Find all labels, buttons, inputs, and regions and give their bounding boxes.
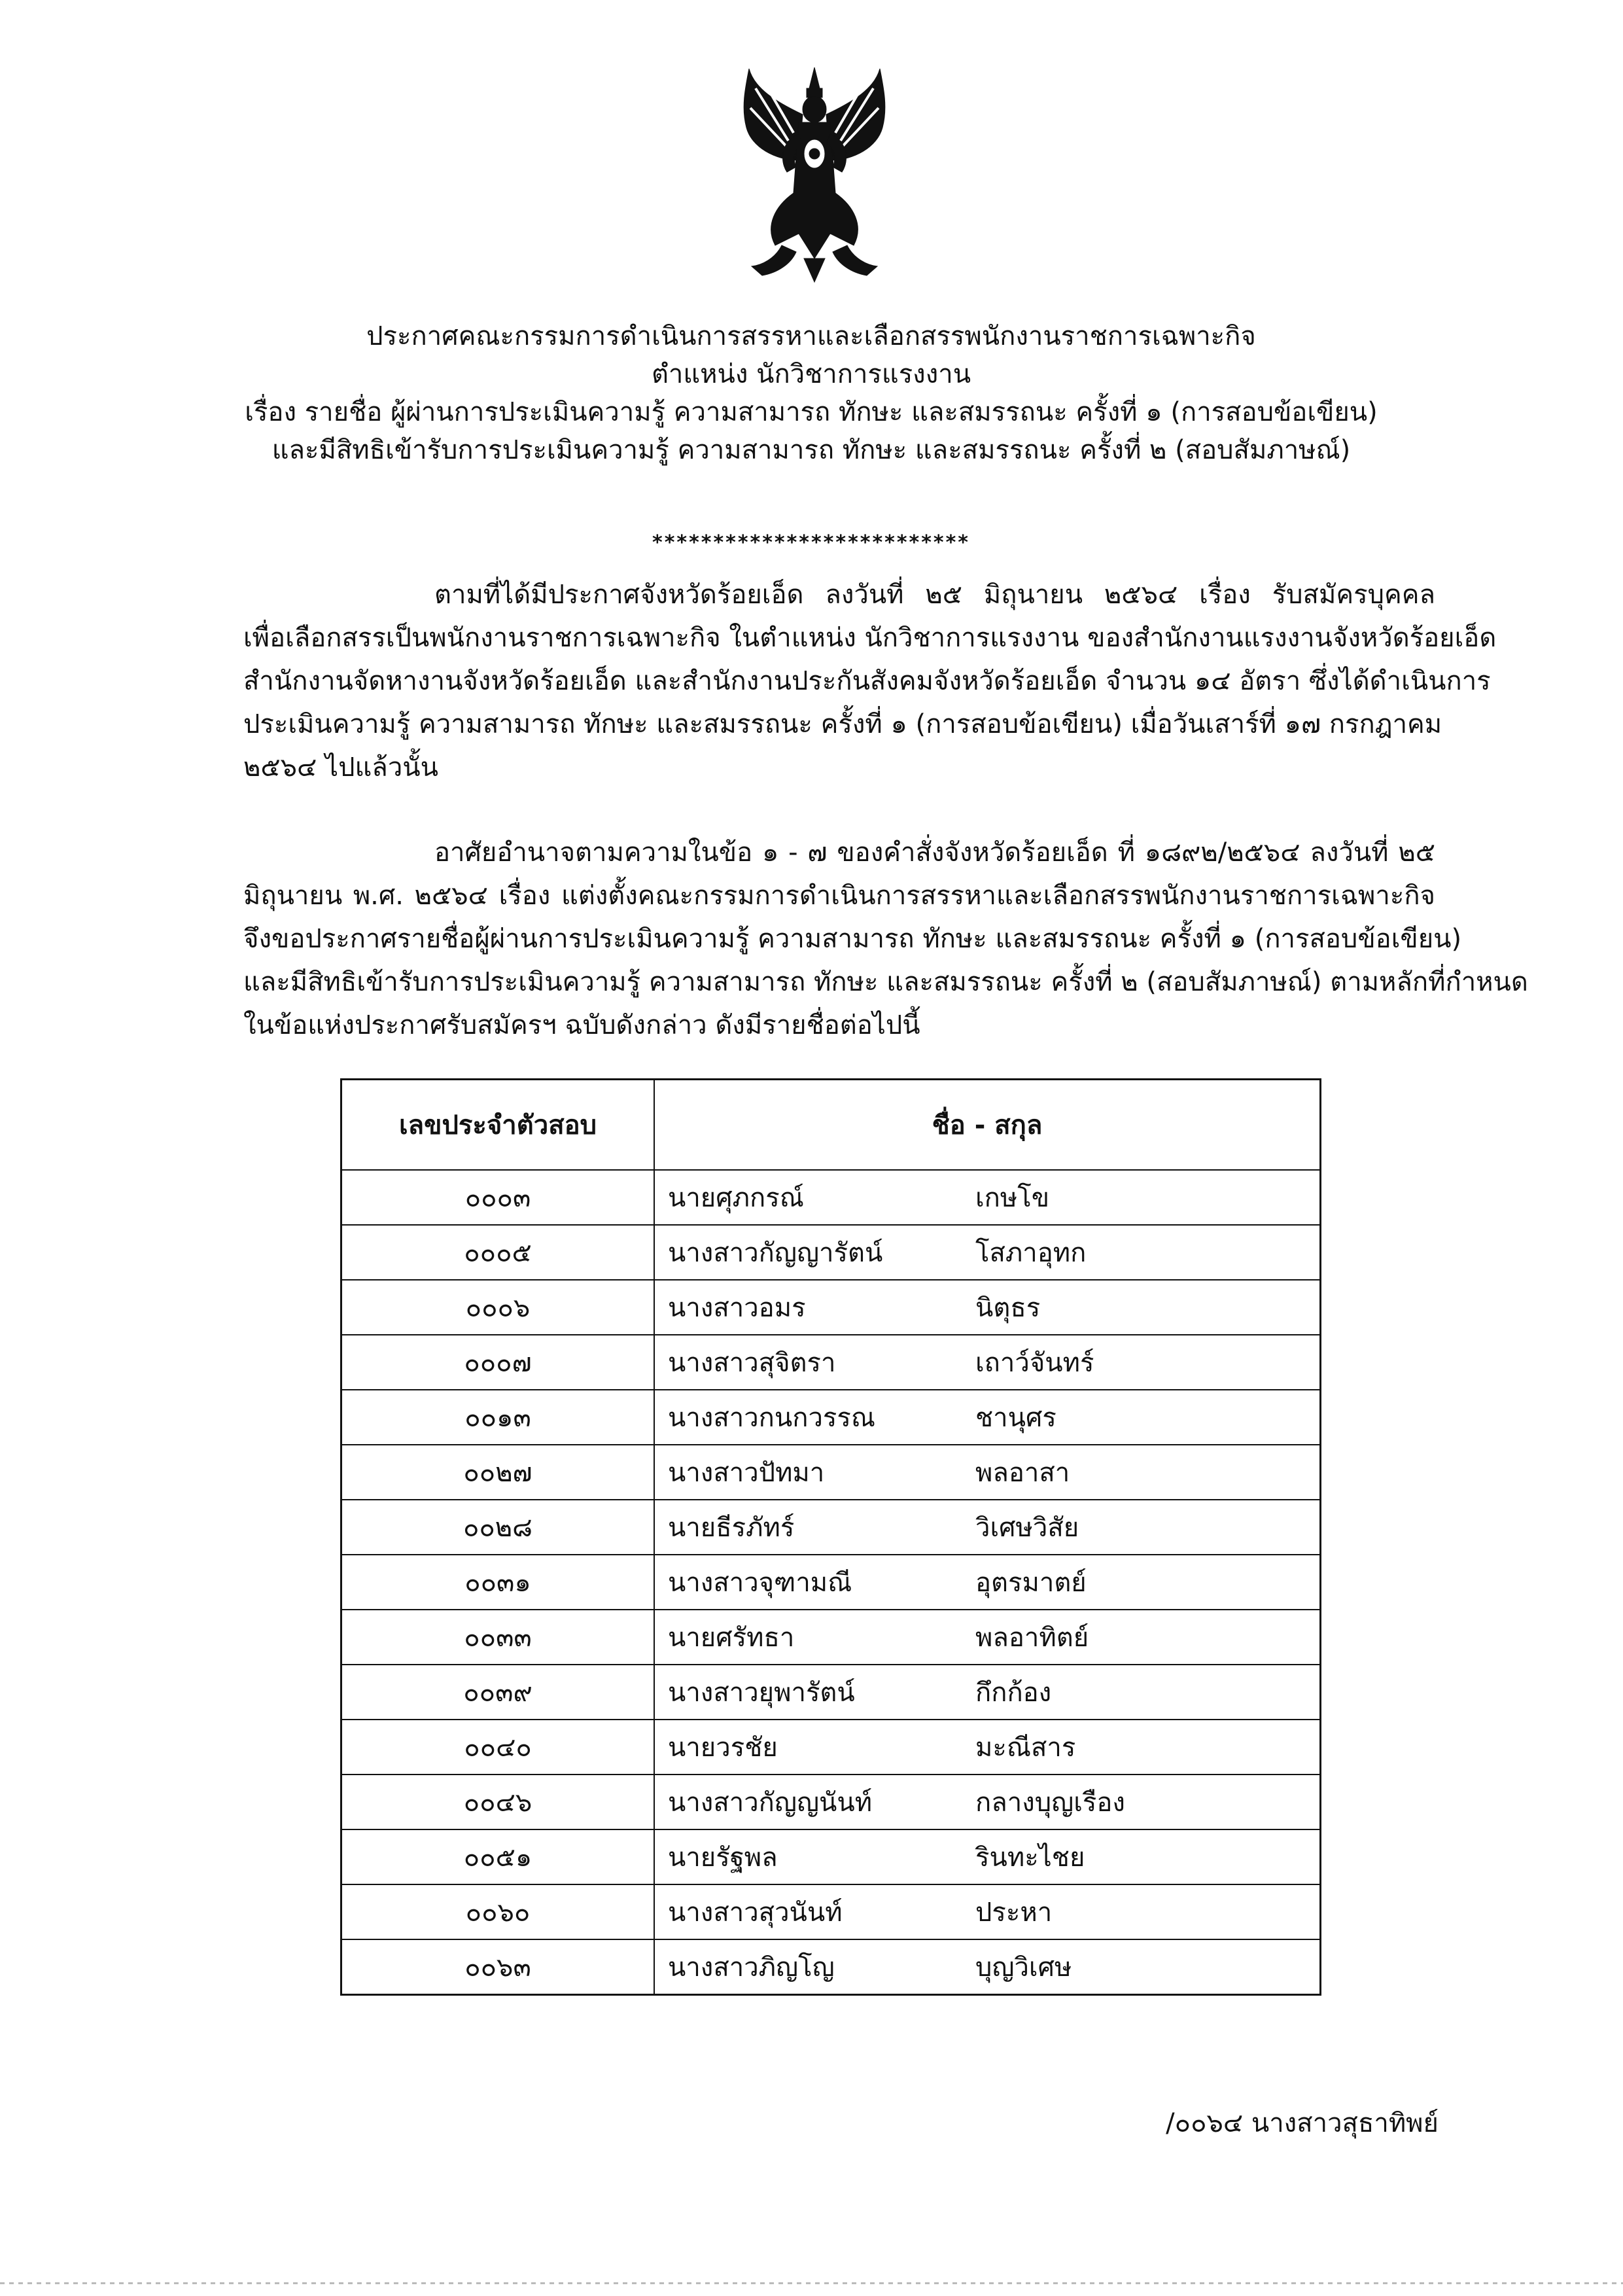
table-row	[341, 1390, 1321, 1445]
last-name: รินทะไชย	[975, 1843, 1085, 1873]
full-name-cell	[654, 1884, 1321, 1939]
paragraph-line: ประเมินความรู้ ความสามารถ ทักษะ และสมรรถนะ ครั้งที่ ๑ (การสอบข้อเขียน) เมื่อวันเสาร์ที่ ๑๗ กรกฎาคม	[243, 709, 1442, 739]
first-name: นางสาวยุพารัตน์	[668, 1678, 855, 1708]
table-body	[341, 1170, 1321, 1995]
table-row	[341, 1665, 1321, 1720]
paragraph-authority	[243, 831, 1528, 1047]
exam-id-cell: ๐๐๓๙	[341, 1665, 655, 1720]
exam-id-cell: ๐๐๖๓	[341, 1939, 655, 1995]
last-name: พลอาทิตย์	[975, 1623, 1089, 1653]
table-row	[341, 1445, 1321, 1500]
paragraph-line: ๒๕๖๔ ไปแล้วนั้น	[243, 752, 438, 783]
first-name: นางสาวภิญโญ	[668, 1952, 835, 1983]
first-name: นางสาวสุจิตรา	[668, 1348, 836, 1378]
full-name-cell	[654, 1665, 1321, 1720]
last-name: มะณีสาร	[975, 1733, 1076, 1763]
full-name-cell	[654, 1280, 1321, 1335]
exam-id-cell: ๐๐๔๖	[341, 1775, 655, 1829]
title-committee: ประกาศคณะกรรมการดำเนินการสรรหาและเลือกสรรพนักงานราชการเฉพาะกิจ	[366, 321, 1256, 351]
first-name: นายรัฐพล	[668, 1843, 778, 1873]
first-name: นางสาวกัญญารัตน์	[668, 1238, 883, 1268]
first-name: นายศรัทธา	[668, 1623, 795, 1653]
title-separator: **************************	[652, 531, 970, 554]
first-name: นางสาวอมร	[668, 1293, 806, 1323]
full-name-cell	[654, 1335, 1321, 1390]
title-subject: เรื่อง รายชื่อ ผู้ผ่านการประเมินความรู้ ความสามารถ ทักษะ และสมรรถนะ ครั้งที่ ๑ (การสอบข้อเขียน)	[245, 397, 1378, 427]
last-name: กลางบุญเรือง	[975, 1788, 1125, 1818]
last-name: โสภาอุทก	[975, 1238, 1087, 1268]
first-name: นายศุภกรณ์	[668, 1183, 804, 1213]
full-name-cell	[654, 1720, 1321, 1775]
paragraph-line: อาศัยอำนาจตามความในข้อ ๑ - ๗ ของคำสั่งจังหวัดร้อยเอ็ด ที่ ๑๘๙๒/๒๕๖๔ ลงวันที่ ๒๕	[434, 838, 1435, 868]
paragraph-line: จึงขอประกาศรายชื่อผู้ผ่านการประเมินความรู้ ความสามารถ ทักษะ และสมรรถนะ ครั้งที่ ๑ (การสอบข้อเขียน)	[243, 924, 1462, 954]
column-header-exam-id: เลขประจำตัวสอบ	[341, 1080, 655, 1171]
full-name-cell	[654, 1390, 1321, 1445]
last-name: เถาว์จันทร์	[975, 1348, 1094, 1378]
table-row	[341, 1500, 1321, 1555]
paragraph-line: สำนักงานจัดหางานจังหวัดร้อยเอ็ด และสำนักงานประกันสังคมจังหวัดร้อยเอ็ด จำนวน ๑๔ อัตรา ซึ่งได้ดำเนินการ	[243, 666, 1491, 696]
title-subject-continued: และมีสิทธิเข้ารับการประเมินความรู้ ความสามารถ ทักษะ และสมรรถนะ ครั้งที่ ๒ (สอบสัมภาษณ์)	[271, 435, 1351, 465]
table-row	[341, 1720, 1321, 1775]
full-name-cell	[654, 1829, 1321, 1884]
paragraph-background	[243, 573, 1497, 789]
first-name: นางสาวกัญญนันท์	[668, 1788, 873, 1818]
first-name: นางสาวปัทมา	[668, 1458, 825, 1488]
first-name: นายวรชัย	[668, 1733, 778, 1763]
full-name-cell	[654, 1170, 1321, 1225]
first-name: นายธีรภัทร์	[668, 1513, 795, 1543]
exam-id-cell: ๐๐๕๑	[341, 1829, 655, 1884]
last-name: นิตุธร	[975, 1293, 1041, 1323]
full-name-cell	[654, 1939, 1321, 1995]
exam-id-cell: ๐๐๔๐	[341, 1720, 655, 1775]
table-row	[341, 1829, 1321, 1884]
last-name: อุตรมาตย์	[975, 1568, 1087, 1598]
full-name-cell	[654, 1555, 1321, 1610]
table-row	[341, 1335, 1321, 1390]
first-name: นางสาวกนกวรรณ	[668, 1403, 875, 1433]
last-name: เกษโข	[975, 1183, 1050, 1213]
table-row	[341, 1939, 1321, 1995]
exam-id-cell: ๐๐๓๓	[341, 1610, 655, 1665]
full-name-cell	[654, 1225, 1321, 1280]
exam-id-cell: ๐๐๑๓	[341, 1390, 655, 1445]
full-name-cell	[654, 1500, 1321, 1555]
garuda-emblem-icon	[736, 62, 893, 285]
results-table	[340, 1078, 1321, 1996]
exam-id-cell: ๐๐๒๘	[341, 1500, 655, 1555]
last-name: ประหา	[975, 1898, 1053, 1928]
table-row	[341, 1610, 1321, 1665]
column-header-full-name: ชื่อ - สกุล	[654, 1080, 1321, 1171]
paragraph-line: ในข้อแห่งประกาศรับสมัครฯ ฉบับดังกล่าว ดังมีรายชื่อต่อไปนี้	[243, 1010, 920, 1040]
last-name: พลอาสา	[975, 1458, 1070, 1488]
full-name-cell	[654, 1610, 1321, 1665]
scan-edge-divider	[0, 2282, 1623, 2284]
paragraph-line: ตามที่ได้มีประกาศจังหวัดร้อยเอ็ด ลงวันที่ ๒๕ มิถุนายน ๒๕๖๔ เรื่อง รับสมัครบุคคล	[434, 580, 1435, 610]
exam-id-cell: ๐๐๓๑	[341, 1555, 655, 1610]
exam-id-cell: ๐๐๐๓	[341, 1170, 655, 1225]
full-name-cell	[654, 1775, 1321, 1829]
table-row	[341, 1884, 1321, 1939]
exam-id-cell: ๐๐๖๐	[341, 1884, 655, 1939]
exam-id-cell: ๐๐๐๗	[341, 1335, 655, 1390]
exam-id-cell: ๐๐๒๗	[341, 1445, 655, 1500]
table-row	[341, 1170, 1321, 1225]
last-name: กึกก้อง	[975, 1678, 1052, 1708]
paragraph-line: และมีสิทธิเข้ารับการประเมินความรู้ ความสามารถ ทักษะ และสมรรถนะ ครั้งที่ ๒ (สอบสัมภาษณ์) ตามหลักที่กำหนด	[243, 967, 1528, 997]
last-name: วิเศษวิสัย	[975, 1513, 1079, 1543]
table-row	[341, 1555, 1321, 1610]
table-row	[341, 1225, 1321, 1280]
full-name-cell	[654, 1445, 1321, 1500]
last-name: บุญวิเศษ	[975, 1952, 1072, 1983]
table-row	[341, 1280, 1321, 1335]
table-row	[341, 1775, 1321, 1829]
last-name: ชานุศร	[975, 1403, 1056, 1433]
first-name: นางสาวสุวนันท์	[668, 1898, 843, 1928]
paragraph-line: เพื่อเลือกสรรเป็นพนักงานราชการเฉพาะกิจ ในตำแหน่ง นักวิชาการแรงงาน ของสำนักงานแรงงานจังหวัดร้อยเอ็ด	[243, 623, 1497, 653]
continuation-note: /๐๐๖๔ นางสาวสุธาทิพย์	[1166, 2108, 1439, 2138]
first-name: นางสาวจุฑามณี	[668, 1568, 852, 1598]
exam-id-cell: ๐๐๐๖	[341, 1280, 655, 1335]
title-position: ตำแหน่ง นักวิชาการแรงงาน	[651, 359, 971, 389]
exam-id-cell: ๐๐๐๕	[341, 1225, 655, 1280]
table-header-row	[341, 1080, 1321, 1171]
announcement-title	[196, 317, 1426, 469]
paragraph-line: มิถุนายน พ.ศ. ๒๕๖๔ เรื่อง แต่งตั้งคณะกรรมการดำเนินการสรรหาและเลือกสรรพนักงานราชการเฉพาะกิจ	[243, 881, 1435, 911]
